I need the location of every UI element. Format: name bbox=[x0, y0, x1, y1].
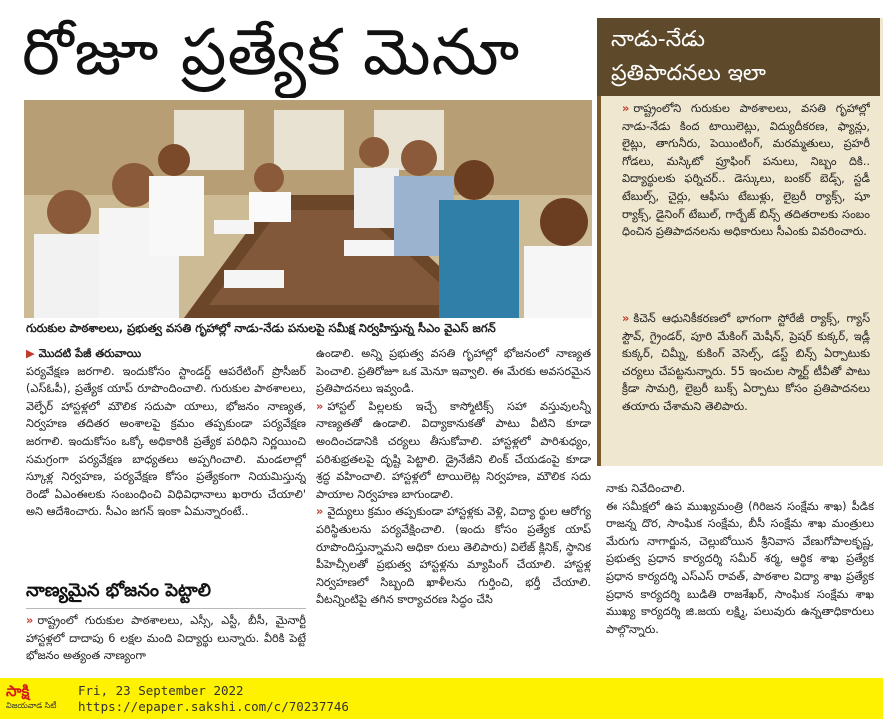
sidebar-title-line2: ప్రతిపాదనలు ఇలా bbox=[611, 61, 766, 86]
kicker-arrow-icon: ▶ bbox=[26, 347, 35, 360]
column-2-para-1: ఉండాలి. అన్ని ప్రభుత్వ వసతి గృహాల్లో భోజనంలో నాణ్యత పెంచాలి. ప్రతిరోజూ ఒక మెనూ ఇవ్వాలి. ఈ మేరకు అవసరమైన ప్రతిపాదనలు ఇవ్వండి. bbox=[316, 347, 591, 396]
sidebar-title-line1: నాడు-నేడు bbox=[611, 27, 706, 52]
column-2-para-2: » హాస్టల్ పిల్లలకు ఇచ్చే కాస్మోటిక్స్ సహా వస్తువులన్నీ నాణ్యతతో ఉండాలి. విద్యాకానుకతో పాటు వీటిని కూడా అందించడానికి చర్యలు తీసుకోవాలి. హాస్టళ్లలో పారిశుధ్యం, పరిశుభ్రతలపై దృష్టి పెట్టాలి. డ్రైనేజీని లింక్ చేయడంపై కూడా శ్రద్ధ వహించాలి. హాస్టళ్లలో టాయిలెట్ల నిర్వహణ, మౌలిక సదు పాయాల నిర్వహణ బాగుండాలి. bbox=[316, 399, 591, 501]
column-3-body: నాకు నివేదించాలి. ఈ సమీక్షలో ఉప ముఖ్యమంత్రి (గిరిజన సంక్షేమ శాఖ) పీడిక రాజన్న దొర, సాంఘిక సంక్షేమ, బీసీ సంక్షేమ శాఖ మంత్రులు మేరుగు నాగార్జున, చెల్లుబోయిన శ్రీనివాస వేణుగోపాలకృష్ణ, ప్రభుత్వ ప్రధాన కార్యదర్శి సమీర్ శర్మ, ఆర్థిక శాఖ ప్రత్యేక ప్రధాన కార్యదర్శి ఎస్ఎస్ రావత్, పాఠశాల విద్యా శాఖ ప్రత్యేక ప్రధాన కార్యదర్శి బుడితి రాజశేఖర్, సాంఘిక సంక్షేమ శాఖ ముఖ్య కార్యదర్శి జి.జయ లక్ష్మి, పలువురు ఉన్నతాధికారులు పాల్గొన్నారు. bbox=[606, 482, 874, 636]
bullet-arrow-icon: » bbox=[316, 399, 324, 413]
subheading: నాణ్యమైన భోజనం పెట్టాలి bbox=[26, 580, 211, 601]
photo-caption: గురుకుల పాఠశాలలు, ప్రభుత్వ వసతి గృహాల్లో నాడు-నేడు పనులపై సమీక్ష నిర్వహిస్తున్న సీఎం వైఎస్ జగన్ bbox=[26, 321, 496, 335]
column-2-para-3: » వైద్యులు క్రమం తప్పకుండా హాస్టళ్లకు వెళ్లి, విద్యా ర్థుల ఆరోగ్య పరిస్థితులను పర్యవేక్షించాలి. (ఇందు కోసం ప్రత్యేక యాప్ రూపొందిస్తున్నామని అధికా రులు తెలిపారు) విలేజ్ క్లినిక్, స్థానిక పీహెచ్సీలతో ప్రభుత్వ హాస్టళ్లను మ్యాపింగ్ చేయాలి. హాస్టళ్ల నిర్వహణలో సిబ్బంది ఖాళీలను గుర్తించి, భర్తీ చేయాలి. వీటన్నింటిపై తగిన కార్యాచరణ సిద్ధం చేసి bbox=[316, 505, 591, 607]
headline: రోజూ ప్రత్యేక మెనూ bbox=[22, 16, 521, 90]
publish-date: Fri, 23 September 2022 bbox=[78, 683, 244, 698]
column-2-body bbox=[316, 345, 591, 675]
kicker: ▶ మొదటి పేజీ తరువాయి bbox=[26, 347, 142, 360]
sidebar-header bbox=[597, 18, 880, 96]
bullet-arrow-icon: » bbox=[622, 102, 630, 115]
sakshi-logo: సాక్షి విజయవాడ సిటీ bbox=[6, 682, 57, 710]
bullet-arrow-icon: » bbox=[26, 614, 34, 627]
footer-text bbox=[78, 683, 349, 715]
divider bbox=[26, 608, 306, 609]
sidebar-para2: » కిచెన్ ఆధునికీకరణలో భాగంగా స్టోరేజీ ర్యాక్స్, గ్యాస్ స్టౌవ్, గ్రైండర్, పూరి మేకింగ్ మెషీన్, ప్రెషర్ కుక్కర్, ఇడ్లీ కుక్కర్, చిమ్నీ, కుకింగ్ వెసెల్స్, డస్ట్ బిన్స్ ఏర్పాటుకు చర్యలు చేపట్టనున్నారు. 55 ఇంచుల స్మార్ట్ టీవీతో పాటు క్రీడా సామగ్రి, లైబ్రరీ బుక్స్ ఏర్పాటు కోసం ప్రతిపాదనలు తయారు చేశామని తెలిపారు. bbox=[622, 312, 870, 413]
bullet-arrow-icon: » bbox=[622, 312, 630, 325]
column-1-text: పర్యవేక్షణ జరగాలి. ఇందుకోసం స్టాండర్డ్ ఆపరేటింగ్ ప్రొసీజర్ (ఎస్ఓపీ), ప్రత్యేక యాప్ రూపొందించాలి. గురుకుల పాఠశాలలు, వెల్ఫేర్ హాస్టళ్లలో మౌలిక సదుపా యాలు, భోజనం నాణ్యత, నిర్వహణ తదితర అంశాలపై క్రమం తప్పకుండా పర్యవేక్షణ జరగాలి. ఇందుకోసం ఒక్కో అధికారికి ప్రత్యేక పరిధిని నిర్ణయించి సమగ్రంగా పర్యవేక్షణ బాధ్యతలు అప్పగించాలి. మండలాల్లో స్కూళ్ల నిర్వహణ, పర్యవేక్షణ కోసం ప్రత్యేకంగా నియమిస్తున్న రెండో ఏఎంఈలకు సంబంధించి విధివిధానాలు ఖరారు చేయాలి' అని ఆదేశించారు. సీఎం జగన్ ఇంకా ఏమన్నారంటే.. bbox=[26, 364, 306, 519]
epaper-url[interactable]: https://epaper.sakshi.com/c/70237746 bbox=[78, 699, 349, 714]
column-1-body bbox=[26, 345, 306, 573]
sidebar-para1: » రాష్ట్రంలోని గురుకుల పాఠశాలలు, వసతి గృహాల్లో నాడు-నేడు కింద టాయిలెట్లు, విద్యుదీకరణ, ఫ్యాన్లు, లైట్లు, తాగునీరు, పెయింటింగ్, మరమ్మతులు, ప్రహరీ గోడలు, మస్కిటో ప్రూఫింగ్ పనులు, నిబ్బం దికి.. విద్యార్థులకు ఫర్నిచర్.. డెస్కులు, బంకర్ బెడ్స్, స్టడీ టేబుల్స్, చైర్లు, ఆఫీసు టేబుళ్లు, లైబ్రరీ ర్యాక్స్, షూ ర్యాక్స్, డైనింగ్ టేబుల్, గార్బేజ్ బిన్స్ తదితరాలకు సంబం ధించిన ప్రతిపాదనలను అధికారులు సీఎంకు వివరించారు. bbox=[622, 102, 870, 239]
meeting-photo bbox=[24, 100, 592, 318]
column-1-text-2: » రాష్ట్రంలో గురుకుల పాఠశాలలు, ఎస్సీ, ఎస్టీ, బీసీ, మైనార్టీ హాస్టళ్లలో దాదాపు 6 లక్షల మంది విద్యార్థు లున్నారు. వీరికి పెట్టే భోజనం అత్యంత నాణ్యంగా bbox=[26, 614, 306, 663]
bullet-arrow-icon: » bbox=[316, 505, 324, 519]
